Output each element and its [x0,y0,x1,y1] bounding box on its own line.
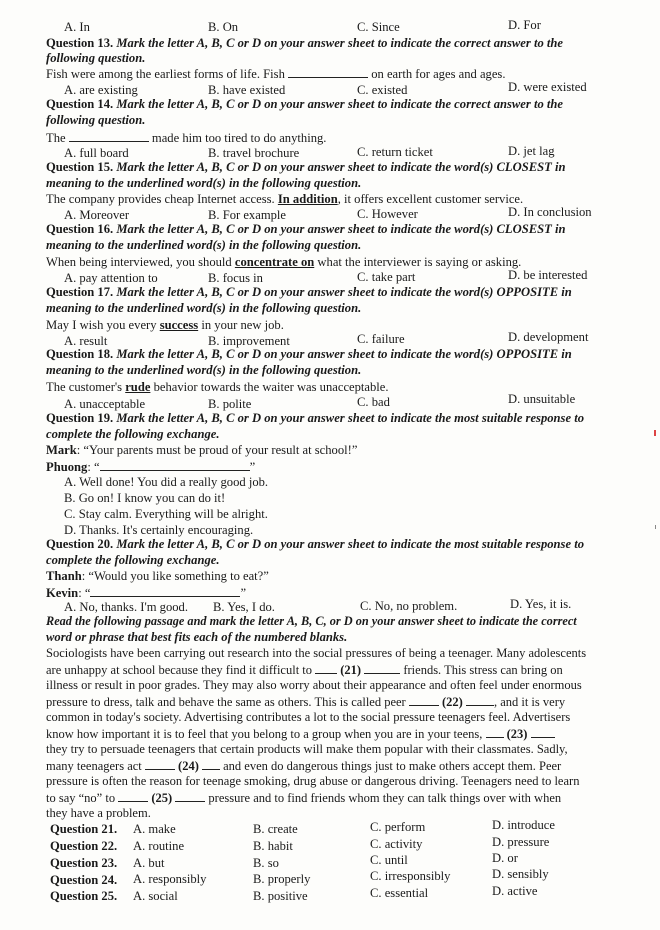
q18-sentence: The customer's rude behavior towards the waiter was unacceptable. [46,380,389,394]
q17-option-a[interactable]: A. result [64,334,108,348]
q20-option-b[interactable]: B. Yes, I do. [213,600,275,614]
q25-option-c[interactable]: C. essential [370,886,429,900]
q15-underlined: In addition [277,192,338,206]
q17-sentence: May I wish you every success in your new job. [46,318,284,332]
q13-instruction-cont: following question. [46,51,146,65]
q19-option-c[interactable]: C. Stay calm. Everything will be alright. [64,507,268,521]
passage-line-6: know how important it is to feel that you belong to a group when you are in your teens, (23) [46,726,555,742]
q20-blank [90,585,240,597]
passage-instruction: Read the following passage and mark the letter A, B, C, or D on your answer sheet to indicate the correct [46,614,577,628]
q19-blank [100,459,250,471]
passage-line-3: illness or result in poor grades. They may also worry about their appearance and often feel under enormous [46,678,582,692]
q16-instruction-cont: meaning to the underlined word(s) in the following question. [46,238,362,252]
q13-option-a[interactable]: A. are existing [64,83,138,97]
passage-line-2: are unhappy at school because they find it difficult to (21) friends. This stress can bring on [46,663,563,677]
q12-option-a[interactable]: A. In [64,20,90,34]
blank-21-label: (21) [340,663,362,677]
q17-option-c[interactable]: C. failure [357,332,405,346]
passage-line-9: pressure is often the reason for teenage smoking, drug abuse or dangerous driving. Teenagers need to learn [46,774,580,788]
q18-option-b[interactable]: B. polite [208,397,252,411]
blank-23-label: (23) [506,727,528,741]
q19-line-phuong: Phuong: “ ” [46,460,256,474]
q15-option-a[interactable]: A. Moreover [64,208,130,222]
q13-title: Question 13. [46,36,114,50]
q13-blank [288,66,368,78]
q18-option-a[interactable]: A. unacceptable [64,397,146,411]
passage-line-10: to say “no” to (25) pressure and to find friends whom they can talk things over with when [46,791,562,805]
q21-label: Question 21. [50,822,118,836]
q14-option-d[interactable]: D. jet lag [508,144,555,158]
q16-sentence: When being interviewed, you should concentrate on what the interviewer is saying or asking. [46,255,522,269]
q15-instruction: Question 15. Mark the letter A, B, C or D on your answer sheet to indicate the word(s) CLOSEST in [46,160,566,174]
q15-instruction-cont: meaning to the underlined word(s) in the following question. [46,176,362,190]
q25-label: Question 25. [50,889,118,903]
q17-instruction: Question 17. Mark the letter A, B, C or D on your answer sheet to indicate the word(s) OPPOSITE in [46,285,572,299]
q16-option-d[interactable]: D. be interested [508,268,588,282]
q23-option-d[interactable]: D. or [492,851,518,865]
q13-option-d[interactable]: D. were existed [508,80,587,94]
q24-option-c[interactable]: C. irresponsibly [370,869,451,883]
q14-instruction: Question 14. Mark the letter A, B, C or D on your answer sheet to indicate the correct answer to the [46,97,563,111]
blank-24-label: (24) [178,759,199,773]
q20-option-d[interactable]: D. Yes, it is. [510,597,572,611]
passage-line-8: many teenagers act (24) and even do dangerous things just to make others accept them. Peer [46,759,562,773]
q12-option-d[interactable]: D. For [508,18,541,32]
q14-blank [69,130,149,142]
q21-option-b[interactable]: B. create [253,822,298,836]
q12-option-c[interactable]: C. Since [357,20,400,34]
q15-title: Question 15. [46,160,114,174]
q19-option-a[interactable]: A. Well done! You did a really good job. [64,475,269,489]
q22-option-d[interactable]: D. pressure [492,835,550,849]
q15-option-c[interactable]: C. However [357,207,418,221]
q19-instruction: Question 19. Mark the letter A, B, C or D on your answer sheet to indicate the most suitable response to [46,411,584,425]
q15-sentence: The company provides cheap Internet access. In addition, it offers excellent customer service. [46,192,524,206]
passage-line-1: Sociologists have been carrying out research into the social pressures of being a teenager. Many adolescents [46,646,587,660]
q25-option-b[interactable]: B. positive [253,889,308,903]
q20-option-a[interactable]: A. No, thanks. I'm good. [64,600,189,614]
q16-underlined: concentrate on [234,255,315,269]
q16-option-b[interactable]: B. focus in [208,271,263,285]
q14-option-a[interactable]: A. full board [64,146,129,160]
q17-option-b[interactable]: B. improvement [208,334,290,348]
q19-title: Question 19. [46,411,114,425]
q17-underlined: success [159,318,199,332]
q17-title: Question 17. [46,285,114,299]
q23-option-a[interactable]: A. but [133,856,165,870]
q24-option-b[interactable]: B. properly [253,872,311,886]
q18-option-c[interactable]: C. bad [357,395,390,409]
q25-option-a[interactable]: A. social [133,889,178,903]
q13-sentence: Fish were among the earliest forms of life. Fish on earth for ages and ages. [46,67,506,81]
q16-option-a[interactable]: A. pay attention to [64,271,158,285]
q22-option-b[interactable]: B. habit [253,839,293,853]
q20-instruction: Question 20. Mark the letter A, B, C or D on your answer sheet to indicate the most suitable response to [46,537,584,551]
q19-option-b[interactable]: B. Go on! I know you can do it! [64,491,226,505]
q21-option-a[interactable]: A. make [133,822,176,836]
scan-mark [654,430,656,436]
q21-option-d[interactable]: D. introduce [492,818,555,832]
q18-underlined: rude [125,380,151,394]
q25-option-d[interactable]: D. active [492,884,538,898]
q19-option-d[interactable]: D. Thanks. It's certainly encouraging. [64,523,254,537]
q19-instruction-cont: complete the following exchange. [46,427,220,441]
q21-option-c[interactable]: C. perform [370,820,426,834]
q18-title: Question 18. [46,347,114,361]
q20-instruction-cont: complete the following exchange. [46,553,220,567]
q20-title: Question 20. [46,537,114,551]
q13-option-b[interactable]: B. have existed [208,83,286,97]
q13-option-c[interactable]: C. existed [357,83,408,97]
q22-option-c[interactable]: C. activity [370,837,423,851]
q16-option-c[interactable]: C. take part [357,270,416,284]
q18-instruction-cont: meaning to the underlined word(s) in the following question. [46,363,362,377]
blank-22-label: (22) [441,695,463,709]
q20-line-kevin: Kevin: “ ” [46,586,247,600]
q19-line-mark: Mark: “Your parents must be proud of your result at school!” [46,443,358,457]
passage-line-11: they have a problem. [46,806,151,820]
q17-instruction-cont: meaning to the underlined word(s) in the following question. [46,301,362,315]
q23-option-b[interactable]: B. so [253,856,279,870]
q14-option-b[interactable]: B. travel brochure [208,146,300,160]
q13-instruction: Question 13. Mark the letter A, B, C or D on your answer sheet to indicate the correct answer to the [46,36,563,50]
q17-option-d[interactable]: D. development [508,330,589,344]
q24-option-a[interactable]: A. responsibly [133,872,207,886]
q14-sentence: The made him too tired to do anything. [46,131,327,145]
q20-option-c[interactable]: C. No, no problem. [360,599,458,613]
q23-label: Question 23. [50,856,118,870]
q20-line-thanh: Thanh: “Would you like something to eat?” [46,569,269,583]
q15-option-b[interactable]: B. For example [208,208,286,222]
q15-option-d[interactable]: D. In conclusion [508,205,592,219]
q16-title: Question 16. [46,222,114,236]
scan-mark [655,525,656,529]
q14-instruction-cont: following question. [46,113,146,127]
q23-option-c[interactable]: C. until [370,853,408,867]
q16-instruction: Question 16. Mark the letter A, B, C or D on your answer sheet to indicate the word(s) CLOSEST in [46,222,566,236]
q24-option-d[interactable]: D. sensibly [492,867,549,881]
q22-label: Question 22. [50,839,118,853]
q18-option-d[interactable]: D. unsuitable [508,392,576,406]
q22-option-a[interactable]: A. routine [133,839,185,853]
passage-instruction-cont: word or phrase that best fits each of the numbered blanks. [46,630,348,644]
q14-option-c[interactable]: C. return ticket [357,145,433,159]
q12-option-b[interactable]: B. On [208,20,239,34]
blank-25-label: (25) [151,791,173,805]
q24-label: Question 24. [50,873,118,887]
q18-instruction: Question 18. Mark the letter A, B, C or D on your answer sheet to indicate the word(s) OPPOSITE in [46,347,572,361]
passage-line-7: they try to persuade teenagers that certain products will make them popular with their classmates. Sadly, [46,742,568,756]
passage-line-4: pressure to dress, talk and behave the same as others. This is called peer (22) , and it is very [46,695,566,709]
q14-title: Question 14. [46,97,114,111]
passage-line-5: common in today's society. Advertising contributes a lot to the social pressure teenagers feel. Advertisers [46,710,571,724]
